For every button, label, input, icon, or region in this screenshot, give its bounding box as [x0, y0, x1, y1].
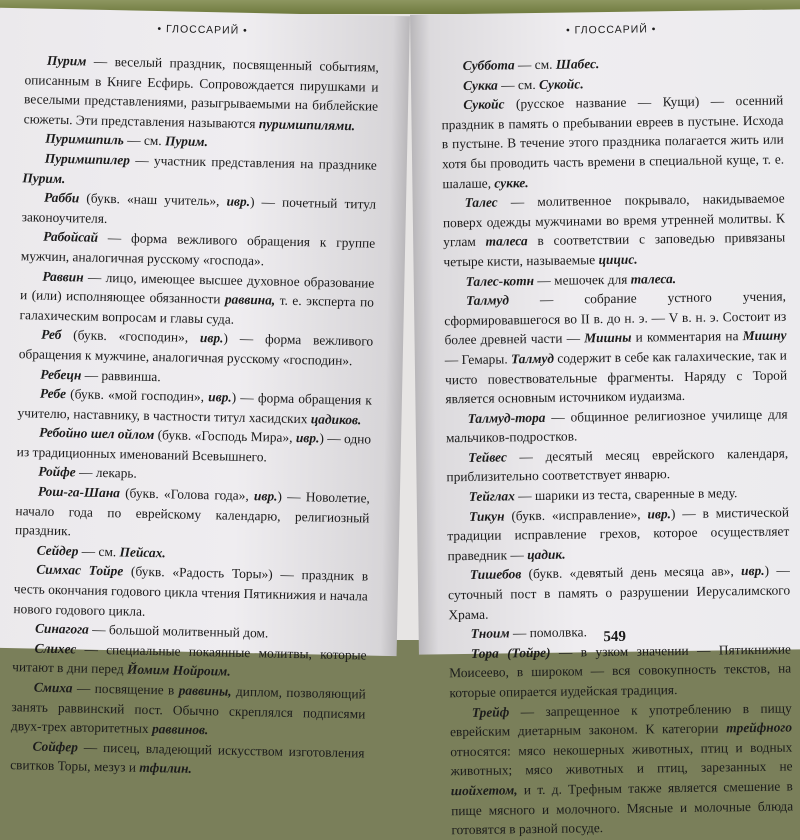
definition-text: ) — суточный пост в память о разрушении Иерусалимского Храма. — [448, 562, 791, 622]
emphasis-text: ивр. — [208, 389, 232, 405]
definition-text: — см. — [497, 76, 540, 93]
glossary-entry — [19, 324, 374, 371]
emphasis-text: пуримшпилями. — [258, 115, 356, 133]
emphasis-text: ивр. — [226, 193, 251, 210]
glossary-term: Симхас Тойре — [36, 562, 124, 579]
emphasis-text: Пейсах. — [119, 544, 166, 561]
definition-text: ) — в мистической традиции исправление грехов, которое осуществляет праведник — — [447, 504, 790, 564]
glossary-list-left — [10, 50, 379, 782]
emphasis-text: раввины, — [178, 682, 232, 699]
emphasis-text: цадиков. — [310, 410, 362, 428]
definition-text: — см. — [123, 132, 166, 149]
definition-text: — специальные покаянные молитвы, которые читают в дни перед — [12, 641, 367, 677]
glossary-term: Синагога — [34, 620, 89, 637]
glossary-term: Пуримшпилер — [44, 150, 131, 168]
definition-text: — помолвка. — [509, 624, 587, 641]
definition-text: (русское название — Кущи) — осенний праздник в память о пребывании евреев в пустыне. Исхода в пустыне. В течение этого праздника полагается жить или хотя бы проводить часть времени в специальной куще, т. е. шалаше, — [441, 92, 785, 191]
definition-text: в соответствии с заповедью привязаны четыре кисти, называемые — [443, 229, 786, 270]
definition-text: — лицо, имеющее высшее духовное образование и (или) исполняющее обязанности — [19, 269, 375, 307]
glossary-term: Рабби — [43, 189, 80, 206]
emphasis-text: Сукойс. — [538, 75, 584, 92]
running-head-left: • ГЛОССАРИЙ • — [157, 23, 248, 37]
glossary-entry — [10, 736, 365, 783]
glossary-entry — [441, 91, 784, 194]
left-page — [0, 8, 410, 777]
definition-text: — см. — [514, 56, 556, 73]
glossary-term: Раввин — [42, 268, 84, 285]
glossary-term: Слихес — [34, 640, 77, 657]
definition-text: ) — одно из традиционных именований Всевышнего. — [16, 430, 372, 465]
definition-text: относятся: мясо некошерных животных, птиц и водных животных; мясо животных и птиц, зарезанных не — [450, 739, 793, 779]
glossary-entry — [448, 561, 791, 625]
definition-text: — десятый месяц еврейского календаря, приблизительно соответствует январю. — [446, 445, 789, 485]
emphasis-text: тфилин. — [139, 760, 193, 777]
glossary-term: Трейф — [471, 704, 510, 720]
emphasis-text: ивр. — [741, 563, 765, 579]
definition-text: — большой молитвенный дом. — [88, 621, 269, 641]
definition-text: — форма вежливого обращения к группе мужчин, аналогичная русскому «господа». — [20, 230, 376, 269]
glossary-term: Пурим — [46, 52, 87, 69]
definition-text: (букв. «исправление», — [504, 506, 648, 524]
emphasis-text: сукке. — [494, 174, 529, 191]
glossary-term: Тишебов — [469, 566, 522, 583]
definition-text: (букв. «наш учитель», — [79, 190, 227, 209]
definition-text: — общинное религиозное училище для мальчиков-подростков. — [445, 406, 788, 446]
glossary-term: Талес-котн — [465, 272, 535, 289]
definition-text: — раввинша. — [81, 366, 161, 384]
definition-text: (букв. «господин», — [61, 327, 201, 346]
emphasis-text: Пурим. — [22, 169, 66, 186]
glossary-term: Талес — [464, 194, 498, 211]
glossary-entry — [444, 287, 788, 409]
glossary-term: Пуримшпиль — [45, 131, 125, 148]
glossary-entry — [11, 677, 366, 743]
glossary-list-right — [441, 52, 794, 840]
glossary-entry — [447, 502, 790, 566]
definition-text: — в узком значении — Пятикнижие Моисеево, в широком — вся совокупность текстов, на которые опирается иудейская традиция. — [449, 641, 792, 701]
running-head-right: • ГЛОССАРИЙ • — [565, 23, 657, 37]
definition-text: ) — почетный титул законоучителя. — [21, 194, 377, 226]
glossary-term: Реб — [41, 326, 62, 343]
definition-text: и комментария на — [631, 328, 743, 345]
emphasis-text: талеса — [485, 233, 528, 250]
emphasis-text: Йомим Нойроим. — [126, 661, 231, 680]
right-page — [410, 9, 800, 838]
emphasis-text: Мишны — [584, 329, 632, 346]
glossary-term: Рабойсай — [43, 229, 99, 246]
glossary-term: Суббота — [462, 57, 515, 74]
emphasis-text: ивр. — [647, 505, 672, 522]
definition-text: — молитвенное покрывало, накидываемое поверх одежды мужчинами во время утренней молитвы. К углам — [442, 190, 785, 250]
glossary-entry — [21, 227, 376, 274]
definition-text: ) — Новолетие, начало года по еврейскому календарю, религиозный праздник. — [14, 488, 371, 539]
glossary-entry — [450, 698, 794, 840]
glossary-term: Тикун — [468, 508, 505, 524]
emphasis-text: раввинов. — [151, 721, 209, 738]
definition-text: (букв. «Голова года», — [119, 485, 255, 504]
definition-text: — см. — [78, 543, 120, 560]
glossary-term: Тноим — [470, 625, 510, 642]
glossary-entry — [13, 560, 368, 626]
definition-text: (букв. «девятый день месяца ав», — [521, 563, 742, 582]
glossary-term: Сойфер — [32, 738, 79, 755]
definition-text: ) — форма вежливого обращения к мужчине, аналогичная русскому «господин». — [18, 330, 374, 369]
definition-text: диплом, позволяющий занять раввинский пост. Обычно скреплялся подписями двух-трех авторитетных — [10, 683, 366, 737]
emphasis-text: цицис. — [598, 251, 638, 268]
emphasis-text: шойхетом, — [450, 782, 518, 799]
emphasis-text: цадик. — [527, 546, 566, 562]
emphasis-text: ивр. — [253, 488, 278, 504]
definition-text: — посвящение в — [72, 680, 179, 698]
definition-text: — Гемары. — [444, 351, 512, 368]
glossary-term: Ребе — [39, 385, 67, 402]
glossary-entry — [449, 639, 792, 703]
emphasis-text: трейфного — [726, 719, 793, 736]
glossary-entry — [446, 404, 789, 448]
glossary-entry — [19, 266, 374, 332]
emphasis-text: Пурим. — [164, 133, 209, 150]
glossary-entry — [446, 443, 789, 487]
definition-text: — лекарь. — [75, 464, 137, 482]
glossary-term: Ребойно шел ойлом — [39, 424, 155, 443]
glossary-term: Смиха — [33, 679, 73, 696]
glossary-entry — [15, 481, 370, 547]
emphasis-text: раввина, — [224, 291, 276, 308]
glossary-term: Талмуд-тора — [467, 409, 546, 426]
glossary-term: Сукка — [462, 77, 498, 93]
emphasis-text: Талмуд — [510, 350, 555, 367]
page-number: 549 — [603, 628, 627, 646]
definition-text: и т. д. Трефным также является смешение в пище мясного и молочного. Мясные и молочные блюда готовятся в разной посуде. — [451, 778, 794, 838]
glossary-term: Рош-га-Шана — [37, 483, 121, 501]
definition-text: — веселый праздник, посвященный событиям, описанным в Книге Есфирь. Сопровождается пирушками и веселыми представлениями, разыгрываемыми на библейские сюжеты. Эти представления называются — [23, 53, 380, 131]
definition-text: — мешочек для — [533, 271, 631, 288]
glossary-term: Ройфе — [38, 464, 76, 480]
definition-text: ) — форма обращения к учителю, наставнику, в частности титул хасидских — [17, 389, 373, 426]
glossary-term: Тейвес — [468, 449, 507, 465]
glossary-entry — [443, 189, 786, 272]
emphasis-text: Шабес. — [555, 56, 600, 72]
definition-text: — запрещенное к употреблению в пищу еврейским диетарным законом. К категории — [449, 700, 792, 740]
emphasis-text: талеса. — [630, 270, 677, 287]
definition-text: — шарики из теста, сваренные в меду. — [514, 485, 738, 504]
glossary-term: Ребецн — [40, 366, 82, 382]
emphasis-text: ивр. — [295, 430, 320, 446]
emphasis-text: Мишну — [742, 327, 787, 344]
glossary-term: Тейглах — [468, 488, 515, 505]
definition-text: (букв. «Господь Мира», — [154, 427, 297, 446]
definition-text: (букв. «Радость Торы») — праздник в честь окончания годового цикла чтения Пятикнижия и начала нового годового цикла. — [13, 563, 369, 619]
definition-text: т. е. эксперта по галахическим вопросам и главы суда. — [19, 292, 375, 327]
definition-text: (букв. «мой господин», — [65, 386, 209, 405]
definition-text: — участник представления на празднике — [129, 152, 377, 173]
definition-text: содержит в себе как галахические, так и чисто повествовательные фрагменты. Наряду с Торой является основным источником иудаизма. — [445, 347, 788, 407]
glossary-entry — [24, 50, 380, 136]
glossary-term: Сукойс — [463, 96, 505, 113]
glossary-term: Тора (Тойре) — [470, 644, 551, 661]
glossary-term: Талмуд — [465, 292, 510, 309]
emphasis-text: ивр. — [199, 330, 224, 346]
definition-text: — собрание устного учения, сформировавшегося во II в. до н. э. — V в. н. э. Состоит из более древней части — — [444, 288, 787, 348]
definition-text: — писец, владеющий искусством изготовления свитков Торы, мезуз и — [10, 739, 365, 776]
glossary-term: Сейдер — [36, 542, 79, 559]
